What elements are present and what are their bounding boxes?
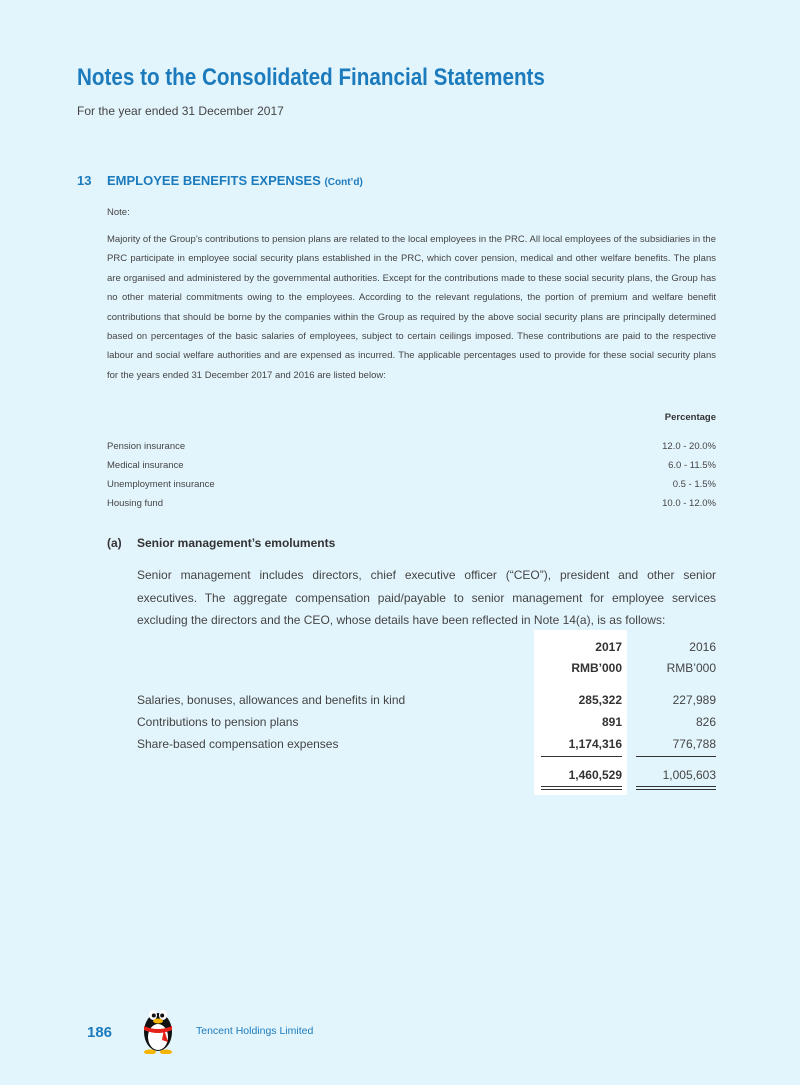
page-subtitle: For the year ended 31 December 2017 — [77, 104, 284, 118]
percentage-row-value: 6.0 - 11.5% — [668, 460, 716, 471]
page-title: Notes to the Consolidated Financial Statements — [77, 64, 545, 91]
percentage-row-label: Housing fund — [107, 498, 163, 509]
table-row-label: Contributions to pension plans — [137, 715, 299, 729]
company-name: Tencent Holdings Limited — [196, 1025, 314, 1037]
col-2016-year: 2016 — [689, 640, 716, 654]
table-row-label: Salaries, bonuses, allowances and benefits in kind — [137, 693, 406, 707]
table-cell-2017: 891 — [601, 715, 622, 729]
table-cell-2016: 227,989 — [672, 693, 716, 707]
percentage-row — [107, 441, 716, 452]
table-cell-2016: 776,788 — [672, 737, 716, 751]
page-number: 186 — [87, 1024, 113, 1041]
subsection-title: Senior management’s emoluments — [137, 536, 336, 550]
percentage-row-label: Medical insurance — [107, 460, 184, 471]
total-double-rule — [541, 789, 622, 790]
section-title — [107, 173, 363, 188]
percentage-row — [107, 479, 716, 490]
col-2017-year: 2017 — [595, 640, 622, 654]
percentage-row-value: 10.0 - 12.0% — [662, 498, 716, 509]
percentage-row-value: 0.5 - 1.5% — [672, 479, 716, 490]
section-title-suffix: (Cont’d) — [324, 177, 363, 188]
table-cell-2017: 285,322 — [578, 693, 622, 707]
percentage-row-label: Unemployment insurance — [107, 479, 215, 490]
col-2017-unit: RMB’000 — [571, 661, 622, 675]
section-number: 13 — [77, 173, 92, 188]
subsection-letter: (a) — [107, 536, 122, 550]
total-2016: 1,005,603 — [662, 768, 716, 782]
table-row-label: Share-based compensation expenses — [137, 737, 339, 751]
col-2016-unit: RMB’000 — [666, 661, 716, 675]
percentage-header: Percentage — [664, 412, 716, 423]
section-title-text: EMPLOYEE BENEFITS EXPENSES — [107, 173, 321, 188]
total-2017: 1,460,529 — [568, 768, 622, 782]
subtotal-rule — [541, 756, 622, 757]
subtotal-rule — [636, 756, 716, 757]
table-cell-2016: 826 — [695, 715, 716, 729]
table-cell-2017: 1,174,316 — [568, 737, 622, 751]
percentage-row — [107, 498, 716, 509]
percentage-row — [107, 460, 716, 471]
note-label: Note: — [107, 207, 130, 218]
note-paragraph: Majority of the Group’s contributions to pension plans are related to the local employees in the PRC. All local employees of the subsidiaries in the PRC participate in employee social security plans established in the PRC, which cover pension, medical and other welfare benefits. The plans are organised and administered by the governmental authorities. Except for the contributions made to these social security plans, the Group has no other material commitments owing to the employees. According to the relevant regulations, the portion of premium and welfare benefit contributions that should be borne by the companies within the Group as required by the above social security plans are principally determined based on percentages of the basic salaries of employees, subject to certain ceilings imposed. These contributions are paid to the respective labour and social welfare authorities and are expensed as incurred. The applicable percentages used to provide for these social security plans for the years ended 31 December 2017 and 2016 are listed below: — [107, 234, 716, 381]
penguin-mascot-icon — [138, 1002, 178, 1054]
total-double-rule — [541, 786, 622, 787]
percentage-row-label: Pension insurance — [107, 441, 186, 452]
total-double-rule — [636, 789, 716, 790]
subsection-paragraph: Senior management includes directors, chief executive officer (“CEO”), president and other senior executives. The aggregate compensation paid/payable to senior management for employee services excluding the directors and the CEO, whose details have been reflected in Note 14(a), is as follows: — [137, 568, 716, 627]
percentage-row-value: 12.0 - 20.0% — [662, 441, 716, 452]
total-double-rule — [636, 786, 716, 787]
